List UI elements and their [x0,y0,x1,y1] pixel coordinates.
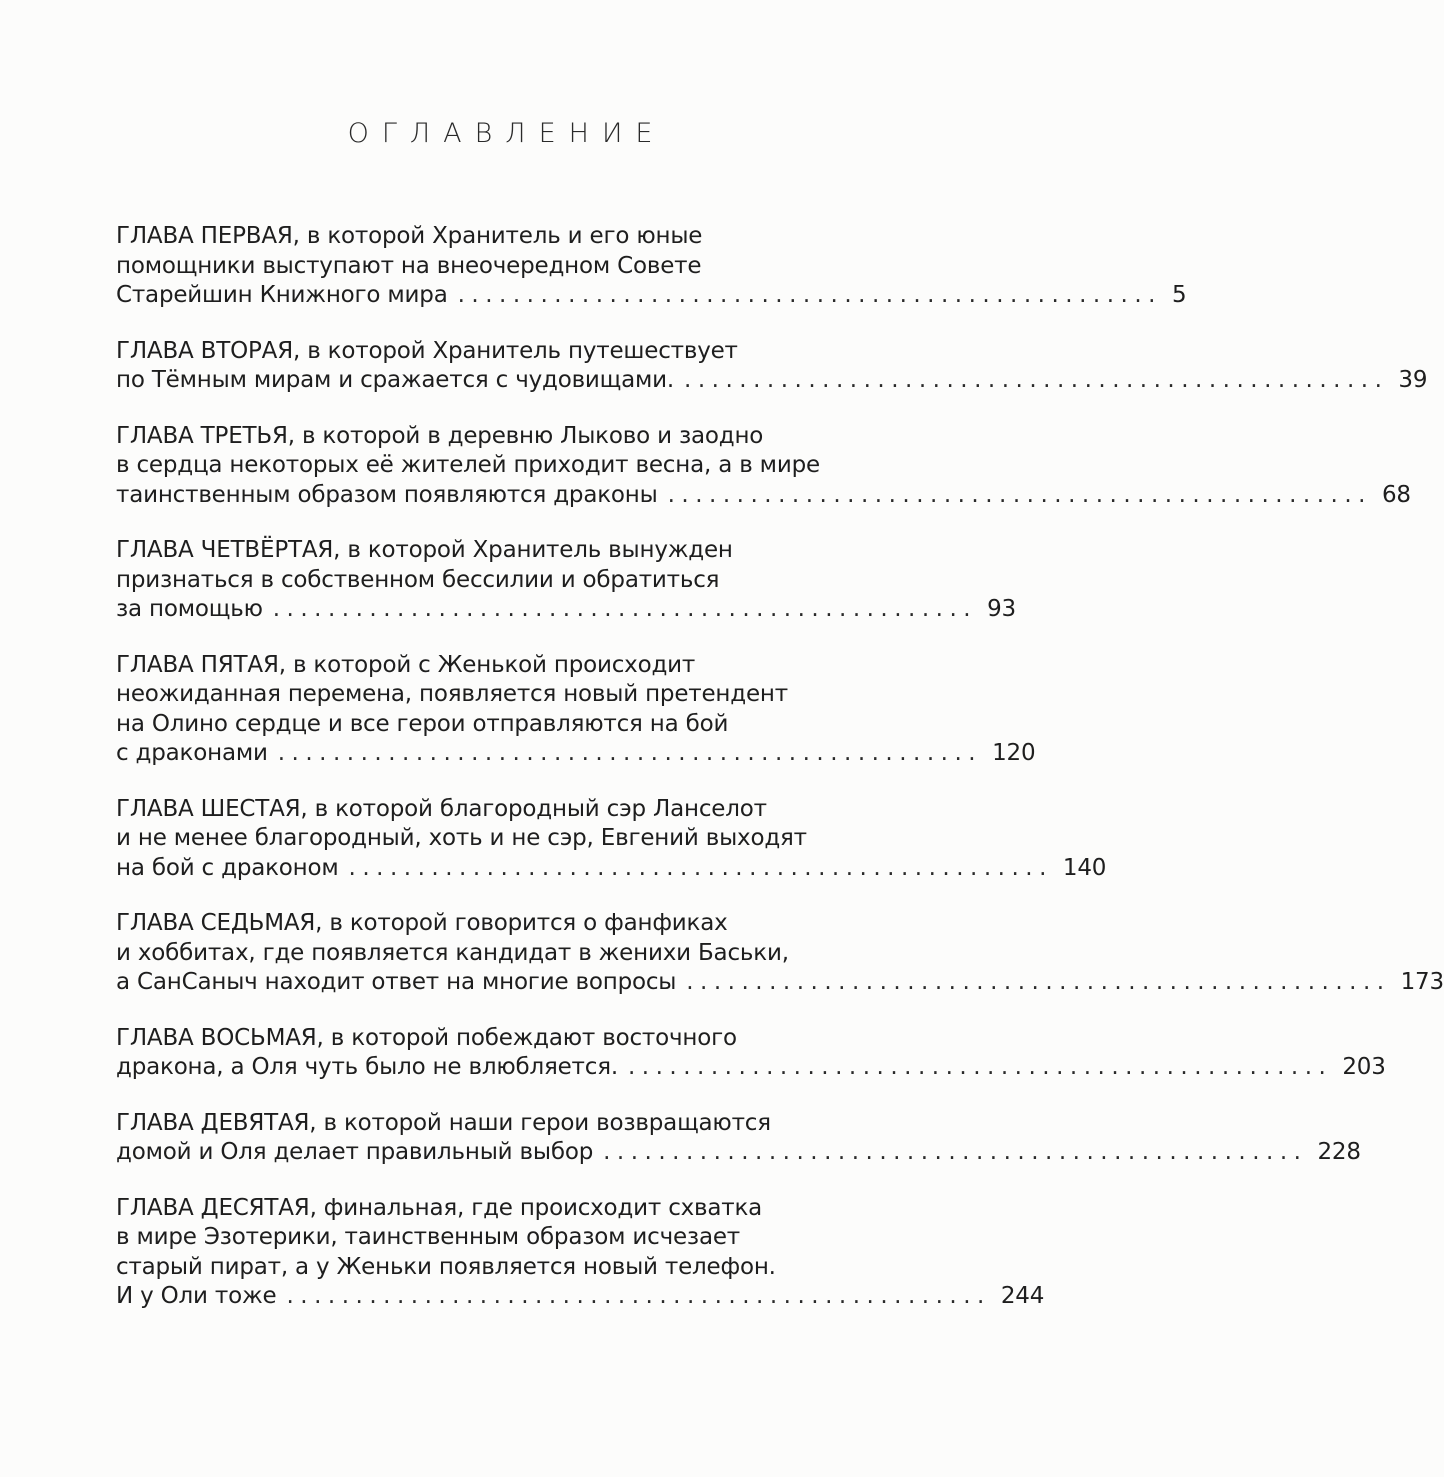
toc-entry-line: ГЛАВА ТРЕТЬЯ, в которой в деревню Лыково и заодно [116,422,764,449]
toc-entry-last-line [116,366,1428,396]
toc-entry-last-line [116,1053,1386,1083]
toc-entry-last-line [116,281,1187,311]
toc-entry-line: в мире Эзотерики, таинственным образом исчезает [116,1224,740,1250]
toc-entry-line: старый пират, а у Женьки появляется новый телефон. [116,1253,776,1280]
toc-entry-line: а СанСаныч находит ответ на многие вопросы [116,969,677,995]
toc-entry-line: И у Оли тоже [116,1283,277,1309]
toc-entry [116,536,1016,625]
toc-entry [116,422,1411,511]
toc-entry-line: ГЛАВА ПЕРВАЯ, в которой Хранитель и его юные [116,223,703,249]
dot-leader: ................................................... [627,1054,1333,1080]
dot-leader: ................................................... [686,969,1391,995]
page-number: 39 [1398,367,1428,393]
page-title: ОГЛАВЛЕНИЕ [347,118,666,149]
toc-entry-line: ГЛАВА ВТОРАЯ, в которой Хранитель путешествует [116,337,738,364]
toc-entry-line: признаться в собственном бессилии и обратиться [116,566,720,593]
toc-entry-line: ГЛАВА ДЕВЯТАЯ, в которой наши герои возвращаются [116,1109,771,1136]
toc-entry-line: на бой с драконом [116,854,339,881]
toc-entry-last-line [116,595,1016,625]
toc-entry-line: ГЛАВА СЕДЬМАЯ, в которой говорится о фанфиках [116,910,728,936]
page-number: 120 [992,740,1036,766]
toc-entry-line: по Тёмным мирам и сражается с чудовищами. [116,367,675,393]
toc-entry-line: с драконами [116,740,268,766]
toc-entry [116,1024,1386,1083]
toc-entry-last-line [116,739,1036,769]
toc-entry-last-line [116,854,1107,884]
page-number: 5 [1171,282,1187,308]
toc-entry-line: на Олино сердце и все герои отправляются на бой [116,710,729,737]
toc-entry-line: ГЛАВА ПЯТАЯ, в которой с Женькой происходит [116,651,696,678]
toc-entry-last-line [116,481,1411,511]
toc-entry [116,222,1187,311]
toc-entry-last-line [116,968,1444,998]
dot-leader: ................................................... [667,481,1372,508]
toc-entry-line: за помощью [116,596,263,622]
toc-entry-last-line [116,1282,1045,1312]
toc-entry-line: ГЛАВА ШЕСТАЯ, в которой благородный сэр Ланселот [116,795,767,822]
page-number: 140 [1062,854,1107,881]
toc-entry [116,1109,1361,1168]
page-number: 203 [1342,1054,1386,1080]
toc-entry-line: ГЛАВА ЧЕТВЁРТАЯ, в которой Хранитель вынужден [116,537,733,563]
page-number: 228 [1317,1139,1361,1165]
dot-leader: ................................................... [457,282,1162,308]
toc-entry-line: помощники выступают на внеочередном Совете [116,252,702,279]
toc-entry-line: дракона, а Оля чуть было не влюбляется. [116,1054,618,1080]
dot-leader: ................................................... [272,596,978,622]
toc-entry-line: неожиданная перемена, появляется новый претендент [116,681,788,707]
table-of-contents [116,222,1444,1338]
toc-entry [116,909,1444,998]
dot-leader: ................................................... [603,1139,1308,1165]
toc-entry-last-line [116,1138,1361,1168]
toc-entry [116,795,1107,884]
toc-entry-line: Старейшин Книжного мира [116,282,448,308]
toc-entry [116,1194,1045,1312]
toc-entry-line: и хоббитах, где появляется кандидат в женихи Баськи, [116,939,789,966]
toc-entry-line: и не менее благородный, хоть и не сэр, Евгений выходят [116,825,807,851]
dot-leader: ................................................... [348,854,1053,881]
toc-entry-line: в сердца некоторых её жителей приходит весна, а в мире [116,452,820,478]
page-number: 93 [987,596,1016,622]
dot-leader: ................................................... [684,367,1389,393]
toc-entry-line: ГЛАВА ДЕСЯТАЯ, финальная, где происходит схватка [116,1194,763,1221]
toc-entry [116,651,1036,769]
toc-entry-line: домой и Оля делает правильный выбор [116,1139,594,1165]
toc-entry-line: таинственным образом появляются драконы [116,481,658,508]
toc-entry [116,337,1428,396]
page-number: 68 [1381,481,1411,508]
page-number: 244 [1000,1283,1045,1309]
toc-entry-line: ГЛАВА ВОСЬМАЯ, в которой побеждают восточного [116,1024,737,1051]
dot-leader: ................................................... [286,1283,991,1309]
page-number: 173 [1400,969,1444,995]
dot-leader: ................................................... [277,740,983,766]
